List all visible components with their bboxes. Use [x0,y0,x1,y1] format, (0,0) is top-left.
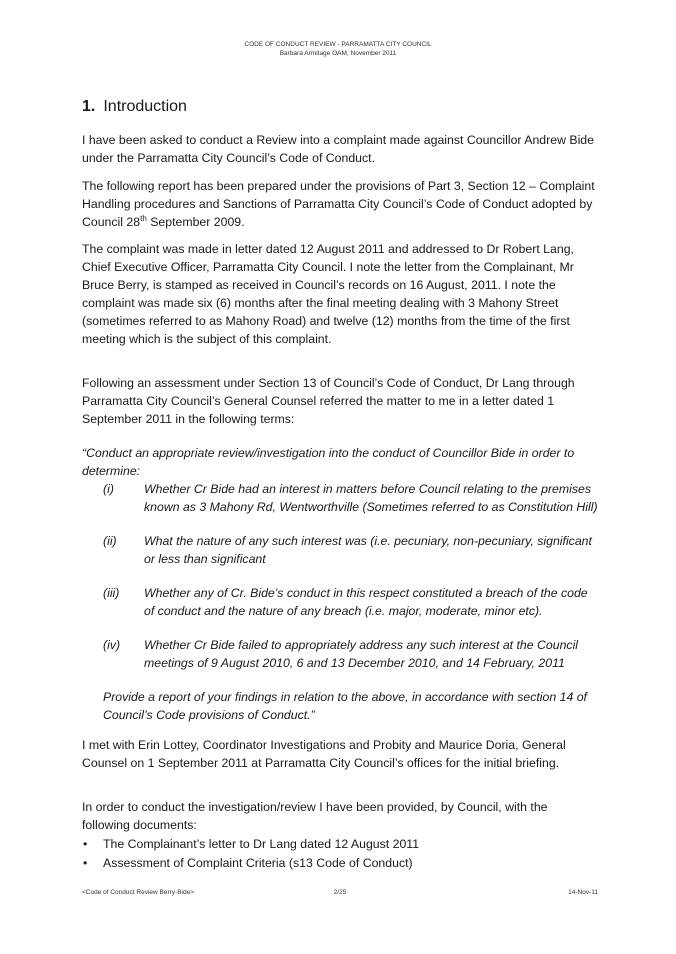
bullet-icon: • [83,837,88,851]
section-title: Introduction [103,98,187,115]
header-author: Barbara Armitage OAM, November 2011 [279,50,397,57]
list-item-text: Assessment of Complaint Criteria (s13 Code of Conduct) [103,856,413,870]
terms-item-label: (ii) [103,534,117,548]
footer-document-name: <Code of Conduct Review Berry-Bide> [82,889,195,896]
terms-item-text: Whether any of Cr. Bide’s conduct in this respect constituted a breach of the code of conduct and the nature of any breach (i.e. major, moderate, minor etc). [144,586,588,618]
paragraph-1: I have been asked to conduct a Review into a complaint made against Councillor Andrew Bide under the Parramatta City Council’s Code of Conduct. [82,133,594,165]
paragraph-2-end: September 2009. [146,215,245,229]
terms-item-label: (iv) [103,638,121,652]
terms-item-label: (iii) [103,586,120,600]
paragraph-5: I met with Erin Lottey, Coordinator Investigations and Probity and Maurice Doria, General Counsel on 1 September 2011 at Parramatta City Council’s offices for the initial briefing. [82,738,566,770]
paragraph-2 [82,177,598,231]
bullet-icon: • [83,856,88,870]
quote-intro: “Conduct an appropriate review/investigation into the conduct of Councillor Bide in order to determine: [82,446,575,478]
list-item [82,835,598,854]
paragraph-3: The complaint was made in letter dated 12 August 2011 and addressed to Dr Robert Lang, Chief Executive Officer, Parramatta City Council. I note the letter from the Complainant, Mr Bruce Berry, is stamped as received in Council’s records on 16 August, 2011. I note the complaint was made six (6) months after the final meeting dealing with 3 Mahony Street (sometimes referred to as Mahony Road) and twelve (12) months from the time of the first meeting which is the subject of this complaint. [82,242,574,346]
terms-item-text: Whether Cr Bide had an interest in matters before Council relating to the premises known as 3 Mahony Rd, Wentworthville (Sometimes referred to as Constitution Hill) [144,482,598,514]
section-heading [82,97,187,117]
ordinal-suffix: th [140,213,147,223]
documents-list [82,835,598,873]
list-item-text: The Complainant’s letter to Dr Lang dated 12 August 2011 [103,837,420,851]
paragraph-2-text: The following report has been prepared under the provisions of Part 3, Section 12 – Complaint Handling procedures and Sanctions of Parramatta City Council’s Code of Conduct adopted by Council 28 [82,179,595,229]
terms-item-text: Whether Cr Bide failed to appropriately address any such interest at the Council meetings of 9 August 2010, 6 and 13 December 2010, and 14 February, 2011 [144,638,579,670]
section-number: 1. [82,98,96,115]
terms-item-label: (i) [103,482,114,496]
terms-item-text: What the nature of any such interest was (i.e. pecuniary, non-pecuniary, significant or less than significant [144,534,592,566]
footer-date: 14-Nov-11 [568,889,598,896]
paragraph-6: In order to conduct the investigation/review I have been provided, by Council, with the following documents: [82,800,548,832]
paragraph-4: Following an assessment under Section 13 of Council’s Code of Conduct, Dr Lang through Parramatta City Council’s General Counsel referred the matter to me in a letter dated 1 September 2011 in the following terms: [82,376,575,426]
footer-page-number: 2/25 [333,889,347,896]
quote-closing: Provide a report of your findings in relation to the above, in accordance with section 14 of Council’s Code provisions of Conduct.” [103,690,587,722]
page-header [0,40,676,58]
list-item [82,854,598,873]
header-title: CODE OF CONDUCT REVIEW - PARRAMATTA CITY COUNCIL [244,41,432,48]
